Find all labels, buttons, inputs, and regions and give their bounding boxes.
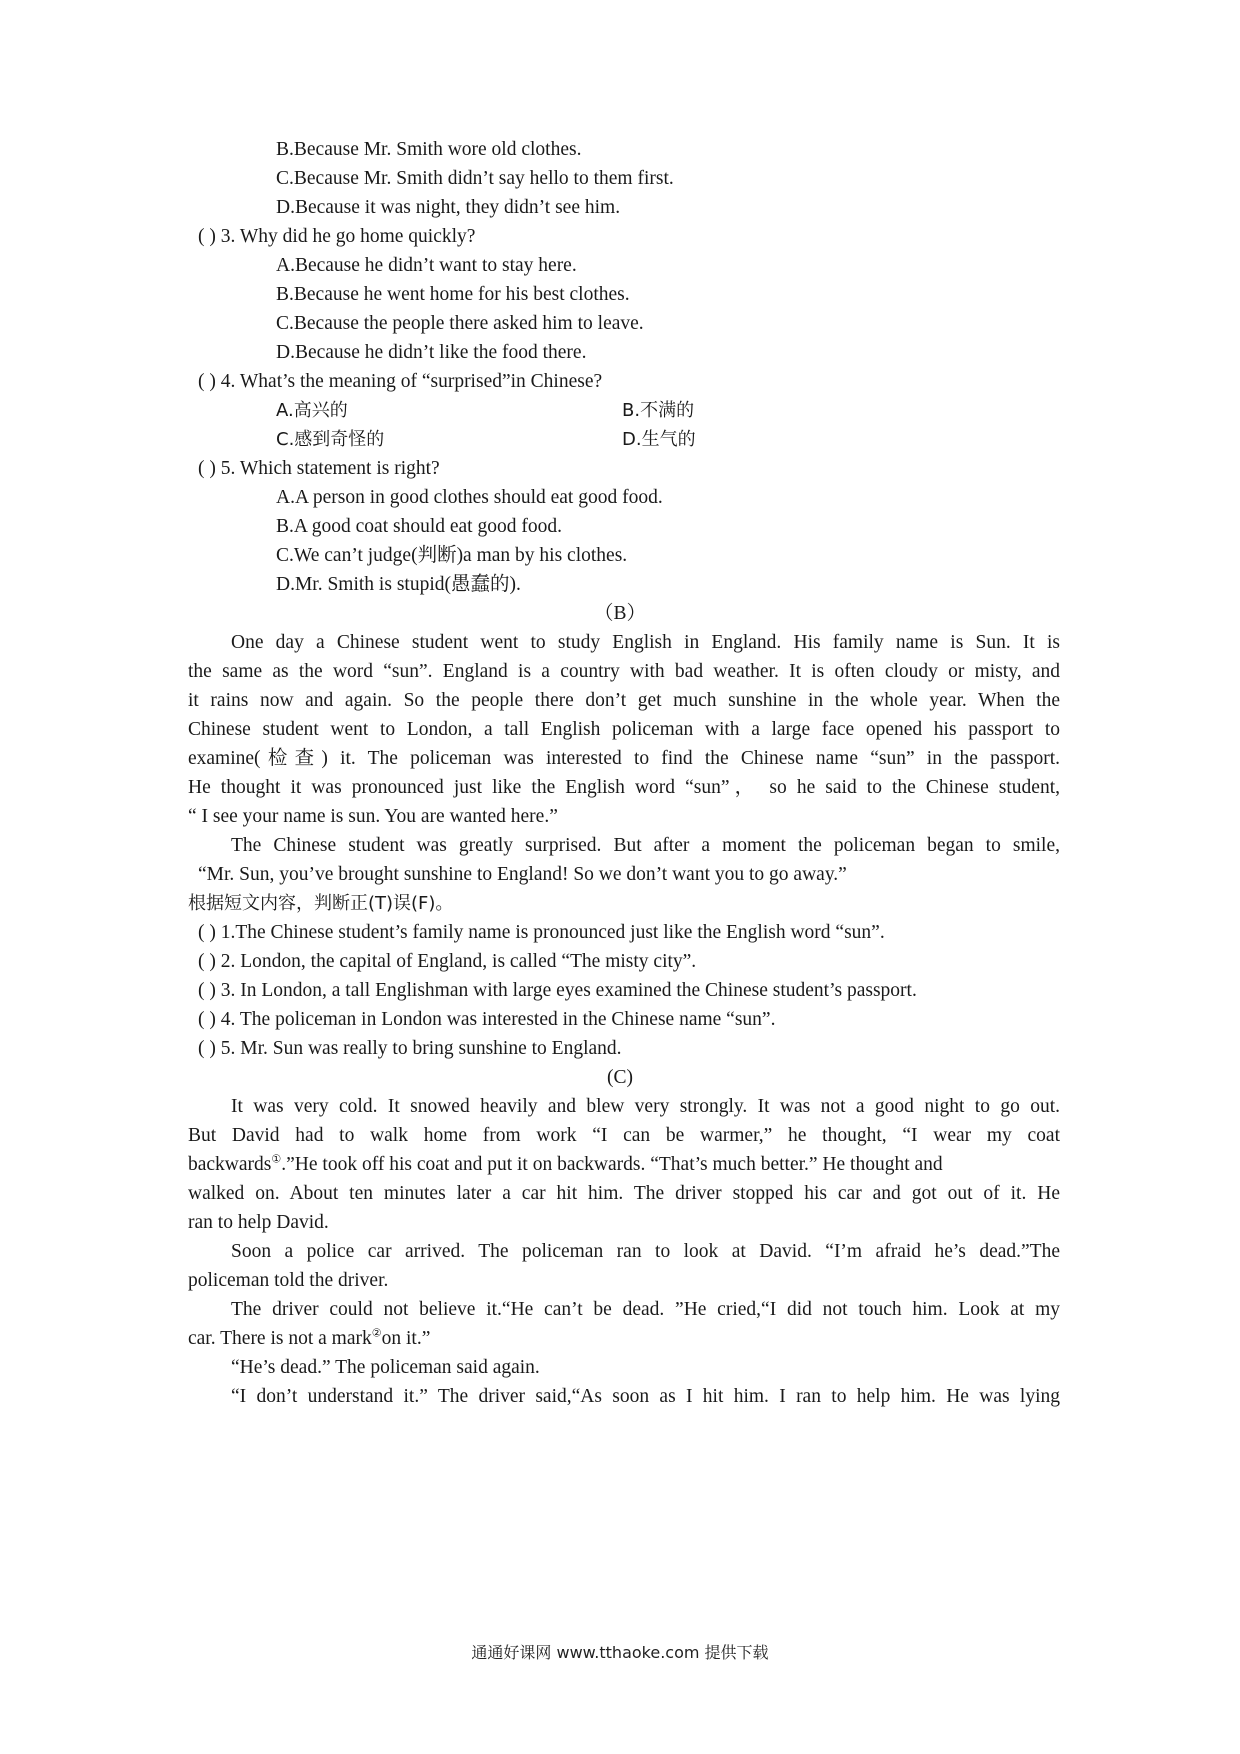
footnote-2-mark: ② [371, 1327, 382, 1340]
q4-option-d: D.生气的 [622, 429, 696, 450]
b-para2-line1: The Chinese student was greatly surprised. But after a moment the policeman began to smile, [231, 835, 1060, 856]
c-para1-line5: ran to help David. [188, 1212, 329, 1233]
q5-option-b: B.A good coat should eat good food. [276, 516, 562, 537]
c-para1-line2: But David had to walk home from work “I can be warmer,” he thought, “I wear my coat [188, 1125, 1060, 1146]
c-para4-line1: “He’s dead.” The policeman said again. [231, 1357, 540, 1378]
b-para2-line2: “Mr. Sun, you’ve brought sunshine to England! So we don’t want you to go away.” [198, 864, 847, 885]
section-b-heading: （B） [593, 603, 646, 624]
c-para1-line4: walked on. About ten minutes later a car hit him. The driver stopped his car and got out of it. He [188, 1183, 1060, 1204]
c-para5-line1: “I don’t understand it.” The driver said,“As soon as I hit him. I ran to help him. He was lying [231, 1386, 1060, 1407]
c-para3-line2 [188, 1326, 1060, 1352]
b-para1-line1: One day a Chinese student went to study English in England. His family name is Sun. It is [231, 632, 1060, 653]
b-statement-4: ( ) 4. The policeman in London was interested in the Chinese name “sun”. [198, 1009, 776, 1030]
q3-option-a: A.Because he didn’t want to stay here. [276, 255, 577, 276]
q3-option-b: B.Because he went home for his best clothes. [276, 284, 630, 305]
q5-stem: ( ) 5. Which statement is right? [198, 458, 440, 479]
b-statement-3: ( ) 3. In London, a tall Englishman with large eyes examined the Chinese student’s passport. [198, 980, 917, 1001]
q4-stem: ( ) 4. What’s the meaning of “surprised”in Chinese? [198, 371, 603, 392]
q3-option-c: C.Because the people there asked him to leave. [276, 313, 644, 334]
q3-stem: ( ) 3. Why did he go home quickly? [198, 226, 476, 247]
c-para1-line3-start: backwards [188, 1154, 272, 1175]
b-statement-5: ( ) 5. Mr. Sun was really to bring sunshine to England. [198, 1038, 622, 1059]
q5-option-d: D.Mr. Smith is stupid(愚蠢的). [276, 574, 521, 595]
c-para1-line3-end: .”He took off his coat and put it on backwards. “That’s much better.” He thought and [281, 1154, 943, 1175]
c-para3-line2-end: on it.” [381, 1328, 431, 1349]
q4-option-a: A.高兴的 [276, 400, 348, 421]
q5-option-c: C.We can’t judge(判断)a man by his clothes. [276, 545, 628, 566]
b-para1-line4: Chinese student went to London, a tall English policeman with a large face opened his passport to [188, 719, 1060, 740]
b-para1-line7: “ I see your name is sun. You are wanted here.” [188, 806, 558, 827]
footnote-1-mark: ① [271, 1153, 282, 1166]
c-para1-line3 [188, 1152, 1060, 1178]
q2-option-b: B.Because Mr. Smith wore old clothes. [276, 139, 582, 160]
page-footer: 通通好课网 www.tthaoke.com 提供下载 [471, 1643, 769, 1662]
section-c-heading: (C) [607, 1067, 633, 1088]
b-para1-line3: it rains now and again. So the people there don’t get much sunshine in the whole year. When the [188, 690, 1060, 711]
q3-option-d: D.Because he didn’t like the food there. [276, 342, 587, 363]
b-para1-line5: examine(检查) it. The policeman was interested to find the Chinese name “sun” in the passport. [188, 748, 1060, 769]
q4-option-b: B.不满的 [622, 400, 695, 421]
q5-option-a: A.A person in good clothes should eat good food. [276, 487, 663, 508]
c-para2-line1: Soon a police car arrived. The policeman ran to look at David. “I’m afraid he’s dead.”The [231, 1241, 1060, 1262]
c-para2-line2: policeman told the driver. [188, 1270, 389, 1291]
b-instruction: 根据短文内容，判断正(T)误(F)。 [188, 893, 454, 914]
c-para3-line2-start: car. There is not a mark [188, 1328, 372, 1349]
q2-option-c: C.Because Mr. Smith didn’t say hello to them first. [276, 168, 674, 189]
c-para1-line1: It was very cold. It snowed heavily and blew very strongly. It was not a good night to go out. [231, 1096, 1060, 1117]
b-para1-line6: He thought it was pronounced just like the English word “sun”， so he said to the Chinese student, [188, 777, 1060, 798]
q4-option-c: C.感到奇怪的 [276, 429, 385, 450]
b-statement-1: ( ) 1.The Chinese student’s family name is pronounced just like the English word “sun”. [198, 922, 885, 943]
q2-option-d: D.Because it was night, they didn’t see him. [276, 197, 621, 218]
c-para3-line1: The driver could not believe it.“He can’t be dead. ”He cried,“I did not touch him. Look at my [231, 1299, 1060, 1320]
b-para1-line2: the same as the word “sun”. England is a country with bad weather. It is often cloudy or misty, and [188, 661, 1060, 682]
b-statement-2: ( ) 2. London, the capital of England, is called “The misty city”. [198, 951, 697, 972]
